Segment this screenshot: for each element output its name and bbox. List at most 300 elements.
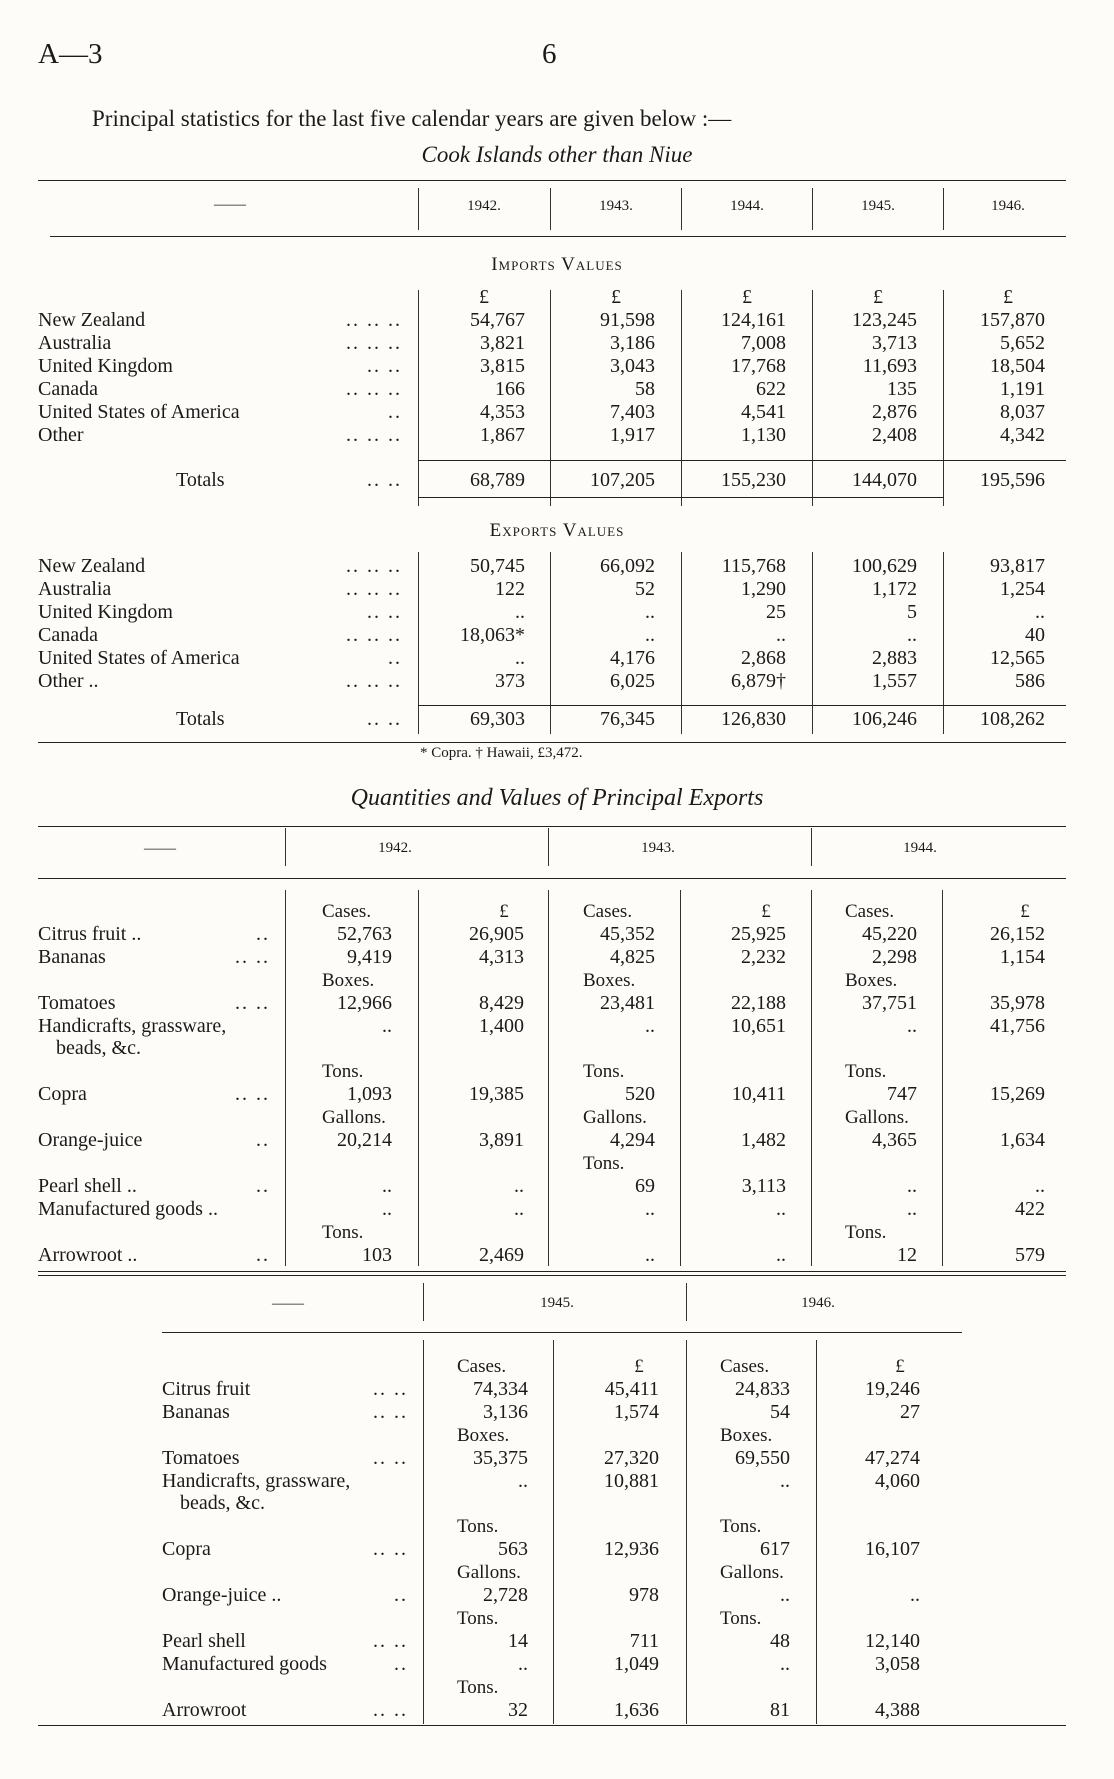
leader-dots: .. <box>256 1174 270 1197</box>
table-cell: 422 <box>1015 1197 1045 1220</box>
totals-cell: 69,303 <box>470 708 525 730</box>
unit-label: Gallons. <box>720 1562 784 1584</box>
totals-label: Totals <box>176 708 225 730</box>
table-cell: .. <box>910 1584 920 1606</box>
leader-dots: .. .. <box>373 1629 408 1652</box>
table-cell: 115,768 <box>721 555 786 577</box>
totals-cell: 126,830 <box>721 708 786 730</box>
table-cell: 4,825 <box>610 945 655 968</box>
table-cell: .. <box>518 1469 528 1492</box>
table-cell: 26,905 <box>469 922 524 945</box>
table-cell: 1,290 <box>741 578 786 600</box>
table-cell: 69,550 <box>735 1446 790 1469</box>
unit-label: Tons. <box>845 1061 887 1083</box>
table-cell: 45,352 <box>600 922 655 945</box>
row-label: Canada <box>38 624 98 646</box>
header-column-rule <box>686 1283 687 1321</box>
table-cell: .. <box>514 1197 524 1220</box>
unit-label: Tons. <box>457 1676 499 1698</box>
table-cell: .. <box>515 647 525 669</box>
table-subtitle: Cook Islands other than Niue <box>421 142 693 167</box>
leader-dots: .. .. .. <box>346 555 402 577</box>
product-label: Tomatoes <box>162 1446 240 1469</box>
table2-top-rule <box>38 826 1066 827</box>
table-cell: 4,060 <box>875 1469 920 1492</box>
table-cell: 69 <box>635 1174 655 1197</box>
unit-label: Tons. <box>845 1221 887 1243</box>
leader-dots: .. .. <box>367 601 402 623</box>
row-label: United States of America <box>38 647 240 669</box>
unit-label: Gallons. <box>457 1562 521 1584</box>
leader-dots: .. <box>388 647 402 669</box>
product-label: Orange-juice .. <box>162 1584 282 1606</box>
unit-label: Gallons. <box>322 1107 386 1129</box>
table-cell: 5,652 <box>1000 332 1045 354</box>
currency-unit: £ <box>634 1356 644 1377</box>
table1-bottom-rule <box>38 742 1066 743</box>
table-cell: 579 <box>1015 1243 1045 1266</box>
product-label: Manufactured goods .. <box>38 1197 218 1220</box>
table-cell: 2,883 <box>872 647 917 669</box>
product-label: Citrus fruit .. <box>38 922 142 945</box>
quantities-title: Quantities and Values of Principal Exports <box>350 785 764 811</box>
leader-dots: .. .. <box>373 1377 408 1400</box>
table-cell: 2,298 <box>872 945 917 968</box>
table-cell: .. <box>382 1014 392 1037</box>
table-cell: .. <box>780 1584 790 1606</box>
table-cell: 74,334 <box>473 1377 528 1400</box>
table-cell: 12,936 <box>604 1538 659 1561</box>
leader-dots: .. <box>256 922 270 945</box>
table-cell: 617 <box>760 1538 790 1561</box>
exports-heading: Exports Values <box>489 520 625 541</box>
unit-label: Tons. <box>583 1061 625 1083</box>
currency-unit: £ <box>761 901 771 922</box>
leader-dots: .. .. .. <box>346 624 402 646</box>
table-cell: 3,186 <box>610 332 655 354</box>
leader-dots: .. <box>388 401 402 423</box>
currency-unit: £ <box>873 286 883 308</box>
table-cell: .. <box>776 1197 786 1220</box>
table-cell: 4,365 <box>872 1129 917 1151</box>
table-cell: 4,294 <box>610 1129 655 1151</box>
row-label: Other .. <box>38 670 99 692</box>
table-cell: .. <box>382 1197 392 1220</box>
document-code: A—3 <box>38 38 103 70</box>
unit-label: Tons. <box>457 1607 499 1629</box>
table-cell: 54,767 <box>470 309 525 331</box>
table-cell: 100,629 <box>852 555 917 577</box>
product-label: Copra <box>162 1538 211 1561</box>
table-cell: 1,574 <box>614 1400 659 1423</box>
table2-bottom-rule-b <box>38 1275 1066 1276</box>
table-cell: 12,140 <box>865 1629 920 1652</box>
table-cell: .. <box>1035 1174 1045 1197</box>
table-cell: 1,093 <box>347 1083 392 1106</box>
table-cell: .. <box>645 1014 655 1037</box>
table-cell: 373 <box>495 670 525 692</box>
table-cell: 1,130 <box>741 424 786 446</box>
table-cell: 166 <box>495 378 525 400</box>
year-header: 1946. <box>991 198 1025 214</box>
table-cell: 48 <box>770 1629 790 1652</box>
table1-column-rule <box>681 188 682 230</box>
table-cell: .. <box>780 1469 790 1492</box>
leader-dots: .. .. <box>235 1083 270 1106</box>
table-cell: 24,833 <box>735 1377 790 1400</box>
table2-header-rule <box>38 878 1066 879</box>
leader-dots: .. <box>256 1129 270 1151</box>
table-cell: 17,768 <box>731 355 786 377</box>
totals-label: Totals <box>176 469 225 491</box>
page-number: 6 <box>542 38 557 70</box>
unit-label: Tons. <box>322 1061 364 1083</box>
row-label: New Zealand <box>38 555 146 577</box>
footnote: * Copra. † Hawaii, £3,472. <box>420 745 583 761</box>
unit-label: Cases. <box>720 1356 770 1377</box>
table1-top-rule <box>38 180 1066 181</box>
table-cell: 123,245 <box>852 309 917 331</box>
table-cell: 4,176 <box>610 647 655 669</box>
leader-dots: .. .. <box>235 991 270 1014</box>
table-cell: 14 <box>508 1629 528 1652</box>
table-cell: .. <box>645 624 655 646</box>
header-column-rule <box>285 828 286 866</box>
table-cell: .. <box>907 1174 917 1197</box>
table-cell: 8,037 <box>1000 401 1045 423</box>
table-cell: 9,419 <box>347 945 392 968</box>
row-label: Australia <box>38 578 112 600</box>
currency-unit: £ <box>1003 286 1013 308</box>
table-cell: 1,400 <box>479 1014 524 1037</box>
table-cell: 35,978 <box>990 991 1045 1014</box>
totals-rule <box>418 460 1066 461</box>
table-cell: 23,481 <box>600 991 655 1014</box>
product-label: Pearl shell .. <box>38 1174 137 1197</box>
table-cell: 3,821 <box>480 332 525 354</box>
table-cell: 2,868 <box>741 647 786 669</box>
table-cell: 1,191 <box>1000 378 1045 400</box>
table-cell: 2,728 <box>483 1584 528 1606</box>
table-cell: .. <box>907 1197 917 1220</box>
table-cell: 978 <box>629 1584 659 1606</box>
unit-label: Boxes. <box>322 969 375 991</box>
table-cell: 1,636 <box>614 1698 659 1721</box>
year-header: 1945. <box>861 198 895 214</box>
currency-unit: £ <box>1020 901 1030 922</box>
leader-dots: .. .. <box>367 469 402 491</box>
header-column-rule <box>811 828 812 866</box>
table3-stub-dash: —— <box>272 1295 304 1312</box>
totals-cell: 106,246 <box>852 708 917 730</box>
leader-dots: .. .. .. <box>346 424 402 446</box>
table-cell: 3,058 <box>875 1652 920 1675</box>
unit-label: Cases. <box>457 1356 507 1377</box>
table-cell: 37,751 <box>862 991 917 1014</box>
table-cell: 22,188 <box>731 991 786 1014</box>
table-cell: 66,092 <box>600 555 655 577</box>
leader-dots: .. .. .. <box>346 670 402 692</box>
unit-label: Gallons. <box>583 1107 647 1129</box>
table-cell: .. <box>645 1197 655 1220</box>
table-cell: 3,713 <box>872 332 917 354</box>
product-label: Handicrafts, grassware, <box>162 1469 351 1492</box>
totals-cell: 107,205 <box>590 469 655 491</box>
row-label: New Zealand <box>38 309 146 331</box>
leader-dots: .. .. .. <box>346 578 402 600</box>
table-cell: 7,403 <box>610 401 655 423</box>
totals-cell: 76,345 <box>600 708 655 730</box>
table-cell: 6,025 <box>610 670 655 692</box>
table-cell: 135 <box>887 378 917 400</box>
table-cell: 12,565 <box>990 647 1045 669</box>
unit-label: Tons. <box>322 1221 364 1243</box>
table-cell: 124,161 <box>721 309 786 331</box>
table-cell: 1,154 <box>1000 945 1045 968</box>
table-cell: .. <box>907 1014 917 1037</box>
totals-bottom-rule <box>418 497 944 498</box>
table1-header-rule <box>50 236 1066 237</box>
table-cell: 1,172 <box>872 578 917 600</box>
product-label: Bananas <box>162 1400 230 1423</box>
table-cell: 45,411 <box>604 1377 659 1400</box>
table2-bottom-rule-a <box>38 1271 1066 1272</box>
table1-column-rule <box>943 188 944 230</box>
table-cell: 20,214 <box>337 1129 392 1151</box>
table-cell: .. <box>645 1243 655 1266</box>
table-cell: 25,925 <box>731 922 786 945</box>
table-cell: 58 <box>635 378 655 400</box>
table-cell: 52 <box>635 578 655 600</box>
table-cell: 25 <box>766 601 786 623</box>
unit-label: Tons. <box>583 1152 625 1174</box>
table2-stub-dash: —— <box>144 840 176 857</box>
table-cell: .. <box>776 1243 786 1266</box>
table-cell: 4,541 <box>741 401 786 423</box>
year-header: 1944. <box>730 198 764 214</box>
row-label: Australia <box>38 332 112 354</box>
year-header: 1942. <box>467 198 501 214</box>
table-cell: 1,917 <box>610 424 655 446</box>
product-label: Citrus fruit <box>162 1377 251 1400</box>
table-cell: 4,313 <box>479 945 524 968</box>
table-cell: 19,385 <box>469 1083 524 1106</box>
table3-header-rule <box>162 1332 962 1333</box>
table-cell: 2,408 <box>872 424 917 446</box>
table-cell: 1,254 <box>1000 578 1045 600</box>
table-cell: 1,557 <box>872 670 917 692</box>
header-column-rule <box>423 1283 424 1321</box>
table-cell: 4,342 <box>1000 424 1045 446</box>
leader-dots: .. .. <box>367 708 402 730</box>
product-label: Arrowroot .. <box>38 1243 138 1266</box>
table-cell: 12,966 <box>337 991 392 1014</box>
header-column-rule <box>548 828 549 866</box>
table-cell: 1,482 <box>741 1129 786 1151</box>
product-label: Manufactured goods <box>162 1652 327 1675</box>
table-cell: 3,113 <box>741 1174 786 1197</box>
table-cell: 54 <box>770 1400 790 1423</box>
table-cell: 622 <box>756 378 786 400</box>
table-cell: 8,429 <box>479 991 524 1014</box>
table-cell: 10,411 <box>731 1083 786 1106</box>
leader-dots: .. .. <box>367 355 402 377</box>
unit-label: Cases. <box>583 901 633 922</box>
table-cell: 5 <box>907 601 917 623</box>
leader-dots: .. .. <box>235 945 270 968</box>
table-cell: 12 <box>897 1243 917 1266</box>
table-cell: 18,504 <box>990 355 1045 377</box>
leader-dots: .. <box>394 1584 408 1606</box>
year-header: 1944. <box>903 840 937 856</box>
table-cell: 122 <box>495 578 525 600</box>
table-cell: 10,651 <box>731 1014 786 1037</box>
table-cell: .. <box>514 1174 524 1197</box>
table-cell: 50,745 <box>470 555 525 577</box>
unit-label: Gallons. <box>845 1107 909 1129</box>
row-label: Other <box>38 424 84 446</box>
table-cell: .. <box>518 1652 528 1675</box>
table-cell: 1,049 <box>614 1652 659 1675</box>
product-label: beads, &c. <box>56 1037 141 1060</box>
product-label: Handicrafts, grassware, <box>38 1014 227 1037</box>
table-cell: 103 <box>362 1243 392 1266</box>
leader-dots: .. .. <box>373 1400 408 1423</box>
table-cell: 27,320 <box>604 1446 659 1469</box>
table-cell: 747 <box>887 1083 917 1106</box>
table-cell: .. <box>776 624 786 646</box>
table-cell: 47,274 <box>865 1446 920 1469</box>
totals-cell: 108,262 <box>980 708 1045 730</box>
unit-label: Cases. <box>322 901 372 922</box>
leader-dots: .. .. <box>373 1538 408 1561</box>
unit-label: Boxes. <box>720 1424 773 1446</box>
table-cell: .. <box>382 1174 392 1197</box>
product-label: Orange-juice <box>38 1129 143 1151</box>
table-cell: 1,634 <box>1000 1129 1045 1151</box>
year-header: 1945. <box>540 1295 574 1311</box>
imports-heading: Imports Values <box>491 254 623 275</box>
year-header: 1943. <box>599 198 633 214</box>
leader-dots: .. <box>256 1243 270 1266</box>
currency-unit: £ <box>499 901 509 922</box>
year-header: 1946. <box>801 1295 835 1311</box>
table-cell: 32 <box>508 1698 528 1721</box>
leader-dots: .. .. .. <box>346 309 402 331</box>
leader-dots: .. .. .. <box>346 332 402 354</box>
leader-dots: .. <box>394 1652 408 1675</box>
totals-cell: 144,070 <box>852 469 917 491</box>
table-cell: 18,063* <box>460 624 525 646</box>
table-cell: 3,043 <box>610 355 655 377</box>
table-cell: 15,269 <box>990 1083 1045 1106</box>
table-cell: 711 <box>629 1629 659 1652</box>
row-label: Canada <box>38 378 98 400</box>
table-cell: 2,469 <box>479 1243 524 1266</box>
table-cell: 19,246 <box>865 1377 920 1400</box>
table-cell: 40 <box>1025 624 1045 646</box>
table-cell: 2,876 <box>872 401 917 423</box>
table-cell: 520 <box>625 1083 655 1106</box>
row-label: United Kingdom <box>38 601 173 623</box>
table-cell: 586 <box>1015 670 1045 692</box>
table-cell: .. <box>645 601 655 623</box>
table1-stub-dash: —— <box>214 196 246 213</box>
leader-dots: .. .. <box>373 1446 408 1469</box>
table1-column-rule <box>418 188 419 230</box>
row-label: United Kingdom <box>38 355 173 377</box>
table-cell: 157,870 <box>980 309 1045 331</box>
intro-text: Principal statistics for the last five calendar years are given below :— <box>92 106 732 131</box>
row-label: United States of America <box>38 401 240 423</box>
leader-dots: .. .. <box>373 1698 408 1721</box>
table-cell: 2,232 <box>741 945 786 968</box>
totals-rule <box>418 705 1066 706</box>
product-label: beads, &c. <box>180 1492 265 1515</box>
table-cell: 35,375 <box>473 1446 528 1469</box>
table-cell: .. <box>780 1652 790 1675</box>
product-label: Tomatoes <box>38 991 116 1014</box>
table-cell: 10,881 <box>604 1469 659 1492</box>
unit-label: Cases. <box>845 901 895 922</box>
table-cell: 41,756 <box>990 1014 1045 1037</box>
currency-unit: £ <box>479 286 489 308</box>
unit-label: Boxes. <box>583 969 636 991</box>
table-cell: 3,136 <box>483 1400 528 1423</box>
table-cell: 27 <box>900 1400 920 1423</box>
currency-unit: £ <box>895 1356 905 1377</box>
table-cell: .. <box>907 624 917 646</box>
table-cell: 4,353 <box>480 401 525 423</box>
table-cell: 93,817 <box>990 555 1045 577</box>
table-cell: 4,388 <box>875 1698 920 1721</box>
table-cell: .. <box>1035 601 1045 623</box>
product-label: Arrowroot <box>162 1698 247 1721</box>
unit-label: Boxes. <box>457 1424 510 1446</box>
unit-label: Tons. <box>457 1516 499 1538</box>
totals-cell: 155,230 <box>721 469 786 491</box>
table-cell: 81 <box>770 1698 790 1721</box>
year-header: 1942. <box>378 840 412 856</box>
table-cell: 7,008 <box>741 332 786 354</box>
unit-label: Boxes. <box>845 969 898 991</box>
table1-column-rule <box>812 188 813 230</box>
unit-label: Tons. <box>720 1516 762 1538</box>
table-cell: 16,107 <box>865 1538 920 1561</box>
year-header: 1943. <box>641 840 675 856</box>
product-label: Copra <box>38 1083 87 1106</box>
table-cell: 1,867 <box>480 424 525 446</box>
product-label: Pearl shell <box>162 1629 246 1652</box>
table-cell: 11,693 <box>862 355 917 377</box>
product-label: Bananas <box>38 945 106 968</box>
unit-label: Tons. <box>720 1607 762 1629</box>
table-cell: 91,598 <box>600 309 655 331</box>
totals-cell: 195,596 <box>980 469 1045 491</box>
table-cell: 563 <box>498 1538 528 1561</box>
table-cell: 3,891 <box>479 1129 524 1151</box>
table-cell: 26,152 <box>990 922 1045 945</box>
table3-bottom-rule <box>38 1725 1066 1726</box>
table-cell: 45,220 <box>862 922 917 945</box>
currency-unit: £ <box>611 286 621 308</box>
table1-column-rule <box>550 188 551 230</box>
table-cell: 3,815 <box>480 355 525 377</box>
totals-cell: 68,789 <box>470 469 525 491</box>
table-cell: 52,763 <box>337 922 392 945</box>
leader-dots: .. .. .. <box>346 378 402 400</box>
table-cell: .. <box>515 601 525 623</box>
